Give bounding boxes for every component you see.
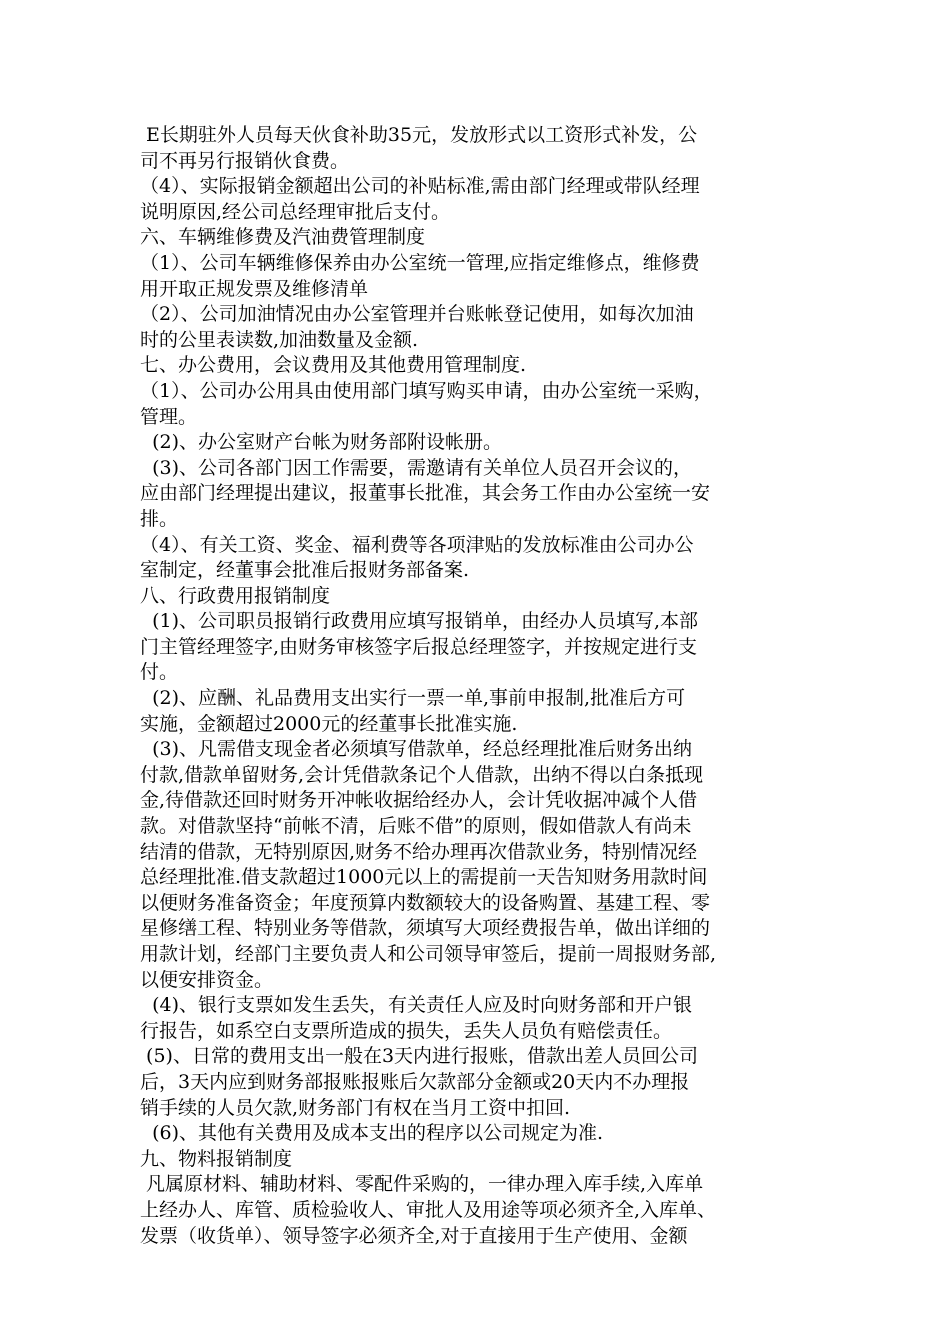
text-line: （4）、实际报销金额超出公司的补贴标准,需由部门经理或带队经理: [140, 175, 700, 198]
text-line: 时的公里表读数,加油数量及金额.: [140, 328, 419, 351]
text-line: 凡属原材料、辅助材料、零配件采购的，一律办理入库手续,入库单: [140, 1173, 704, 1196]
text-line: (2)、办公室财产台帐为财务部附设帐册。: [140, 431, 502, 454]
text-line: (1)、公司职员报销行政费用应填写报销单，由经办人员填写,本部: [140, 610, 699, 633]
text-line: 用开取正规发票及维修清单: [140, 277, 369, 300]
text-line: 说明原因,经公司总经理审批后支付。: [140, 200, 451, 223]
text-line: 金,待借款还回时财务开冲帐收据给经办人，会计凭收据冲减个人借: [140, 789, 698, 812]
text-line: （1）、公司办公用具由使用部门填写购买申请，由办公室统一采购，: [140, 379, 713, 402]
text-line: 总经理批准.借支款超过1000元以上的需提前一天告知财务用款时间: [140, 866, 708, 889]
document-body: [140, 123, 820, 1249]
text-line: 应由部门经理提出建议，报董事长批准，其会务工作由办公室统一安: [140, 482, 711, 505]
text-line: 用款计划，经部门主要负责人和公司领导审签后，提前一周报财务部,: [140, 943, 717, 965]
text-line: 销手续的人员欠款,财务部门有权在当月工资中扣回.: [140, 1096, 571, 1119]
text-line: 司不再另行报销伙食费。: [140, 149, 350, 172]
text-line: 以便财务准备资金；年度预算内数额较大的设备购置、基建工程、零: [140, 891, 711, 914]
text-line: (3)、公司各部门因工作需要，需邀请有关单位人员召开会议的，: [140, 456, 692, 479]
text-line: 排。: [140, 507, 179, 530]
text-line: (4)、银行支票如发生丢失，有关责任人应及时向财务部和开户银: [140, 994, 692, 1017]
text-line: 发票（收货单）、领导签字必须齐全,对于直接用于生产使用、金额: [140, 1224, 688, 1247]
text-line: 付款,借款单留财务,会计凭借款条记个人借款，出纳不得以白条抵现: [140, 763, 704, 786]
text-line: 六、车辆维修费及汽油费管理制度: [140, 226, 426, 249]
text-line: 款。对借款坚持“前帐不清，后账不借”的原则，假如借款人有尚未: [140, 815, 692, 838]
text-line: 实施，金额超过2000元的经董事长批准实施.: [140, 712, 518, 735]
text-line: 门主管经理签字,由财务审核签字后报总经理签字，并按规定进行支: [140, 635, 698, 658]
text-line: 星修缮工程、特别业务等借款，须填写大项经费报告单，做出详细的: [140, 917, 711, 940]
text-line: 付。: [140, 661, 179, 684]
text-line: （4）、有关工资、奖金、福利费等各项津贴的发放标准由公司办公: [140, 533, 694, 556]
text-line: (5)、日常的费用支出一般在3天内进行报账，借款出差人员回公司: [140, 1045, 699, 1068]
text-line: （1）、公司车辆维修保养由办公室统一管理,应指定维修点，维修费: [140, 251, 700, 274]
text-line: 室制定，经董事会批准后报财务部备案.: [140, 559, 470, 582]
text-line: 后，3天内应到财务部报账报账后欠款部分金额或20天内不办理报: [140, 1070, 690, 1093]
text-line: (2)、应酬、礼品费用支出实行一票一单,事前申报制,批准后方可: [140, 687, 686, 710]
text-line: E长期驻外人员每天伙食补助35元，发放形式以工资形式补发，公: [140, 124, 698, 146]
text-line: 以便安排资金。: [140, 968, 274, 991]
text-line: 七、办公费用，会议费用及其他费用管理制度.: [140, 354, 527, 377]
text-line: 行报告，如系空白支票所造成的损失，丢失人员负有赔偿责任。: [140, 1019, 673, 1042]
text-line: 上经办人、库管、质检验收人、审批人及用途等项必须齐全,入库单、: [140, 1198, 717, 1221]
text-line: 管理。: [140, 405, 198, 428]
text-line: (6)、其他有关费用及成本支出的程序以公司规定为准.: [140, 1122, 604, 1145]
text-line: （2）、公司加油情况由办公室管理并台账帐登记使用，如每次加油: [140, 303, 694, 326]
text-line: 八、行政费用报销制度: [140, 584, 331, 607]
text-line: 九、物料报销制度: [140, 1147, 293, 1170]
text-line: 结清的借款，无特别原因,财务不给办理再次借款业务，特别情况经: [140, 840, 698, 863]
text-line: (3)、凡需借支现金者必须填写借款单，经总经理批准后财务出纳: [140, 738, 692, 761]
